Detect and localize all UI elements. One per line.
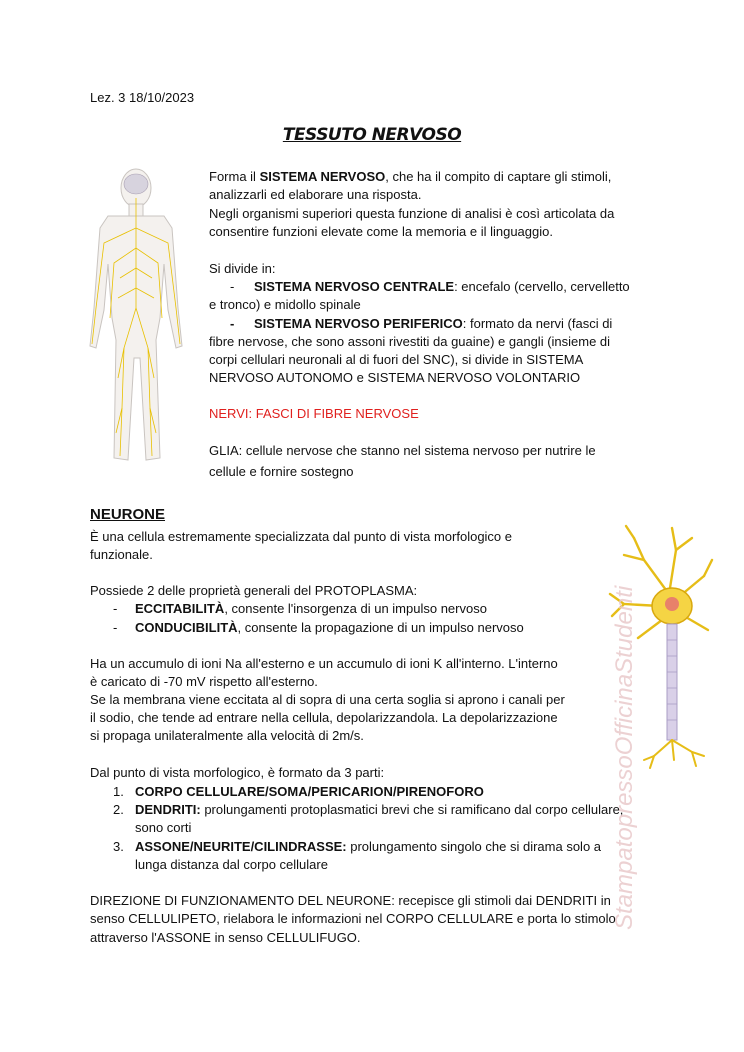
intro-line: consentire funzioni elevate come la memoria e il linguaggio. xyxy=(209,224,553,239)
section-heading: NEURONE xyxy=(90,506,166,523)
snp-item-cont: NERVOSO AUTONOMO e SISTEMA NERVOSO VOLONTARIO xyxy=(209,370,581,385)
neurone-definition: funzionale. xyxy=(90,547,153,562)
snp-item-cont: fibre nervose, che sono assoni rivestiti da guaine) e gangli (insieme di xyxy=(209,334,611,349)
list-number: 2. xyxy=(113,802,124,817)
list-number: 3. xyxy=(113,839,124,854)
nervi-definition: NERVI: FASCI DI FIBRE NERVOSE xyxy=(209,406,419,421)
snc-item-cont: e tronco) e midollo spinale xyxy=(209,297,361,312)
direction-paragraph: DIREZIONE DI FUNZIONAMENTO DEL NEURONE: recepisce gli stimoli dai DENDRITI in xyxy=(90,893,611,908)
properties-intro: Possiede 2 delle proprietà generali del PROTOPLASMA: xyxy=(90,583,418,598)
snc-item: SISTEMA NERVOSO CENTRALE: encefalo (cervello, cervelletto xyxy=(254,279,630,294)
part-item: CORPO CELLULARE/SOMA/PERICARION/PIRENOFORO xyxy=(135,784,484,799)
ions-paragraph: si propaga unilateralmente alla velocità di 2m/s. xyxy=(90,728,364,743)
lecture-date: Lez. 3 18/10/2023 xyxy=(90,90,195,105)
list-dash: - xyxy=(113,620,118,635)
snp-item: SISTEMA NERVOSO PERIFERICO: formato da nervi (fasci di xyxy=(254,316,613,331)
part-item-cont: lunga distanza dal corpo cellulare xyxy=(135,857,328,872)
ions-paragraph: il sodio, che tende ad entrare nella cellula, depolarizzandola. La depolarizzazione xyxy=(90,710,558,725)
glia-definition: GLIA: cellule nervose che stanno nel sistema nervoso per nutrire le xyxy=(209,443,596,458)
list-dash: - xyxy=(230,279,235,294)
division-intro: Si divide in: xyxy=(209,261,276,276)
direction-paragraph: senso CELLULIPETO, rielabora le informazioni nel CORPO CELLULARE e porta lo stimolo xyxy=(90,911,616,926)
watermark: StampatopressoOfficinaStudenti xyxy=(611,585,638,930)
part-item: DENDRITI: prolungamenti protoplasmatici brevi che si ramificano dal corpo cellulare, xyxy=(135,802,624,817)
glia-definition-cont: cellule e fornire sostegno xyxy=(209,464,354,479)
part-item-cont: sono corti xyxy=(135,820,192,835)
intro-line: analizzarli ed elaborare una risposta. xyxy=(209,187,422,202)
ions-paragraph: Se la membrana viene eccitata al di sopra di una certa soglia si aprono i canali per xyxy=(90,692,565,707)
ions-paragraph: è caricato di -70 mV rispetto all'esterno. xyxy=(90,674,318,689)
ions-paragraph: Ha un accumulo di ioni Na all'esterno e un accumulo di ioni K all'interno. L'interno xyxy=(90,656,558,671)
neurone-definition: È una cellula estremamente specializzata dal punto di vista morfologico e xyxy=(90,529,513,544)
intro-line: Forma il SISTEMA NERVOSO, che ha il compito di captare gli stimoli, xyxy=(209,169,612,184)
list-dash: - xyxy=(230,316,235,331)
page-title: TESSUTO NERVOSO xyxy=(282,125,462,145)
snp-item-cont: corpi cellulari neuronali al di fuori del SNC), si divide in SISTEMA xyxy=(209,352,584,367)
morphology-intro: Dal punto di vista morfologico, è formato da 3 parti: xyxy=(90,765,385,780)
part-item: ASSONE/NEURITE/CILINDRASSE: prolungamento singolo che si dirama solo a xyxy=(135,839,602,854)
property-item: CONDUCIBILITÀ, consente la propagazione di un impulso nervoso xyxy=(135,620,524,635)
property-item: ECCITABILITÀ, consente l'insorgenza di un impulso nervoso xyxy=(135,601,487,616)
list-dash: - xyxy=(113,601,118,616)
list-number: 1. xyxy=(113,784,124,799)
nervous-system-figure xyxy=(84,168,189,468)
direction-paragraph: attraverso l'ASSONE in senso CELLULIFUGO. xyxy=(90,930,361,945)
intro-line: Negli organismi superiori questa funzione di analisi è così articolata da xyxy=(209,206,615,221)
